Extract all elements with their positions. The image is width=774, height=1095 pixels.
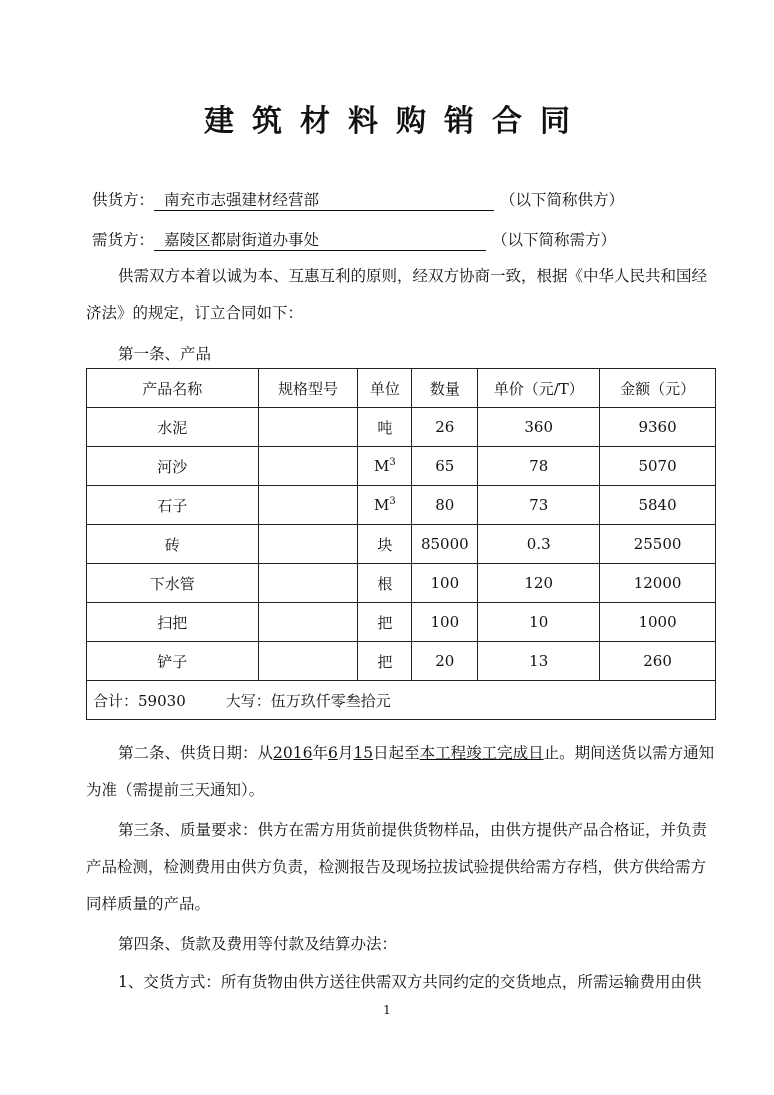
product-qty: 20 bbox=[412, 642, 478, 681]
product-price: 73 bbox=[478, 486, 600, 525]
buyer-name: 嘉陵区都尉街道办事处 bbox=[154, 230, 486, 251]
product-table bbox=[86, 368, 716, 720]
preamble-paragraph: 供需双方本着以诚为本、互惠互利的原则，经双方协商一致，根据《中华人民共和国经济法》的规定，订立合同如下： bbox=[86, 267, 708, 322]
product-spec bbox=[258, 486, 358, 525]
col-header-amount: 金额（元） bbox=[600, 369, 716, 408]
product-name: 河沙 bbox=[87, 447, 259, 486]
product-amount: 9360 bbox=[600, 408, 716, 447]
article-2-text-5: 止。期间送货以需方通知为准（需提前三天通知）。 bbox=[86, 744, 715, 799]
article-2-text-2: 年 bbox=[312, 744, 328, 762]
article-4-heading: 第四条、货款及费用等付款及结算办法： bbox=[118, 935, 398, 953]
total-words-value: 伍万玖仟零叁拾元 bbox=[270, 691, 391, 710]
article-2-paragraph bbox=[86, 735, 716, 809]
col-header-spec: 规格型号 bbox=[258, 369, 358, 408]
col-header-price: 单价（元/T） bbox=[478, 369, 600, 408]
buyer-note: （以下简称需方） bbox=[492, 231, 617, 249]
product-price: 360 bbox=[478, 408, 600, 447]
buyer-label: 需货方： bbox=[92, 231, 155, 249]
product-qty: 100 bbox=[412, 564, 478, 603]
product-price: 0.3 bbox=[478, 525, 600, 564]
buyer-line bbox=[92, 228, 616, 251]
unit-base: M bbox=[374, 496, 390, 514]
product-amount: 260 bbox=[600, 642, 716, 681]
supplier-name: 南充市志强建材经营部 bbox=[154, 190, 494, 211]
product-unit: 把 bbox=[358, 642, 412, 681]
product-spec bbox=[258, 408, 358, 447]
table-header-row bbox=[87, 369, 716, 408]
total-cell bbox=[87, 681, 716, 720]
product-unit: 块 bbox=[358, 525, 412, 564]
page-number: 1 bbox=[383, 1003, 391, 1017]
product-name: 砖 bbox=[87, 525, 259, 564]
table-total-row bbox=[87, 681, 716, 720]
document-title: 建筑材料购销合同 bbox=[204, 104, 588, 139]
product-spec bbox=[258, 447, 358, 486]
product-amount: 5070 bbox=[600, 447, 716, 486]
article-1-heading: 第一条、产品 bbox=[118, 345, 212, 363]
article-3-paragraph: 第三条、质量要求：供方在需方用货前提供货物样品，由供方提供产品合格证，并负责产品检测，检测费用由供方负责，检测报告及现场拉拔试验提供给需方存档，供方供给需方同样质量的产品。 bbox=[86, 821, 708, 913]
article-2-year: 2016 bbox=[273, 744, 313, 762]
total-value: 59030 bbox=[138, 691, 186, 710]
total-label: 合计： bbox=[93, 691, 139, 710]
table-row bbox=[87, 408, 716, 447]
product-name: 铲子 bbox=[87, 642, 259, 681]
col-header-name: 产品名称 bbox=[87, 369, 259, 408]
product-amount: 25500 bbox=[600, 525, 716, 564]
product-spec bbox=[258, 603, 358, 642]
table-row bbox=[87, 486, 716, 525]
supplier-line bbox=[92, 188, 624, 211]
unit-base: M bbox=[374, 457, 390, 475]
article-2-text-3: 月 bbox=[337, 744, 354, 762]
product-spec bbox=[258, 564, 358, 603]
article-4-item-1: 1、交货方式：所有货物由供方送往供需双方共同约定的交货地点，所需运输费用由供 bbox=[118, 973, 702, 991]
product-qty: 100 bbox=[412, 603, 478, 642]
article-2-end-date: 本工程竣工完成日 bbox=[419, 744, 544, 762]
product-spec bbox=[258, 642, 358, 681]
product-name: 石子 bbox=[87, 486, 259, 525]
table-row bbox=[87, 642, 716, 681]
table-row bbox=[87, 525, 716, 564]
product-unit bbox=[358, 486, 412, 525]
article-2-day: 15 bbox=[353, 744, 374, 762]
product-name: 扫把 bbox=[87, 603, 259, 642]
product-price: 120 bbox=[478, 564, 600, 603]
product-unit bbox=[358, 447, 412, 486]
product-amount: 1000 bbox=[600, 603, 716, 642]
table-row bbox=[87, 447, 716, 486]
total-words-label: 大写： bbox=[225, 691, 271, 710]
table-row bbox=[87, 603, 716, 642]
table-row bbox=[87, 564, 716, 603]
article-2-month: 6 bbox=[327, 744, 338, 762]
product-amount: 12000 bbox=[600, 564, 716, 603]
product-price: 10 bbox=[478, 603, 600, 642]
product-qty: 65 bbox=[412, 447, 478, 486]
col-header-unit: 单位 bbox=[358, 369, 412, 408]
article-2-text-1: 第二条、供货日期：从 bbox=[118, 744, 274, 762]
product-amount: 5840 bbox=[600, 486, 716, 525]
product-qty: 26 bbox=[412, 408, 478, 447]
product-spec bbox=[258, 525, 358, 564]
product-unit: 把 bbox=[358, 603, 412, 642]
product-name: 下水管 bbox=[87, 564, 259, 603]
article-2-text-4: 日起至 bbox=[373, 744, 420, 762]
product-name: 水泥 bbox=[87, 408, 259, 447]
product-price: 13 bbox=[478, 642, 600, 681]
product-price: 78 bbox=[478, 447, 600, 486]
supplier-label: 供货方： bbox=[92, 191, 155, 209]
product-unit: 根 bbox=[358, 564, 412, 603]
product-qty: 85000 bbox=[412, 525, 478, 564]
col-header-qty: 数量 bbox=[412, 369, 478, 408]
unit-superscript: 3 bbox=[389, 496, 396, 507]
product-qty: 80 bbox=[412, 486, 478, 525]
unit-superscript: 3 bbox=[389, 457, 396, 468]
supplier-note: （以下简称供方） bbox=[500, 191, 625, 209]
product-unit: 吨 bbox=[358, 408, 412, 447]
